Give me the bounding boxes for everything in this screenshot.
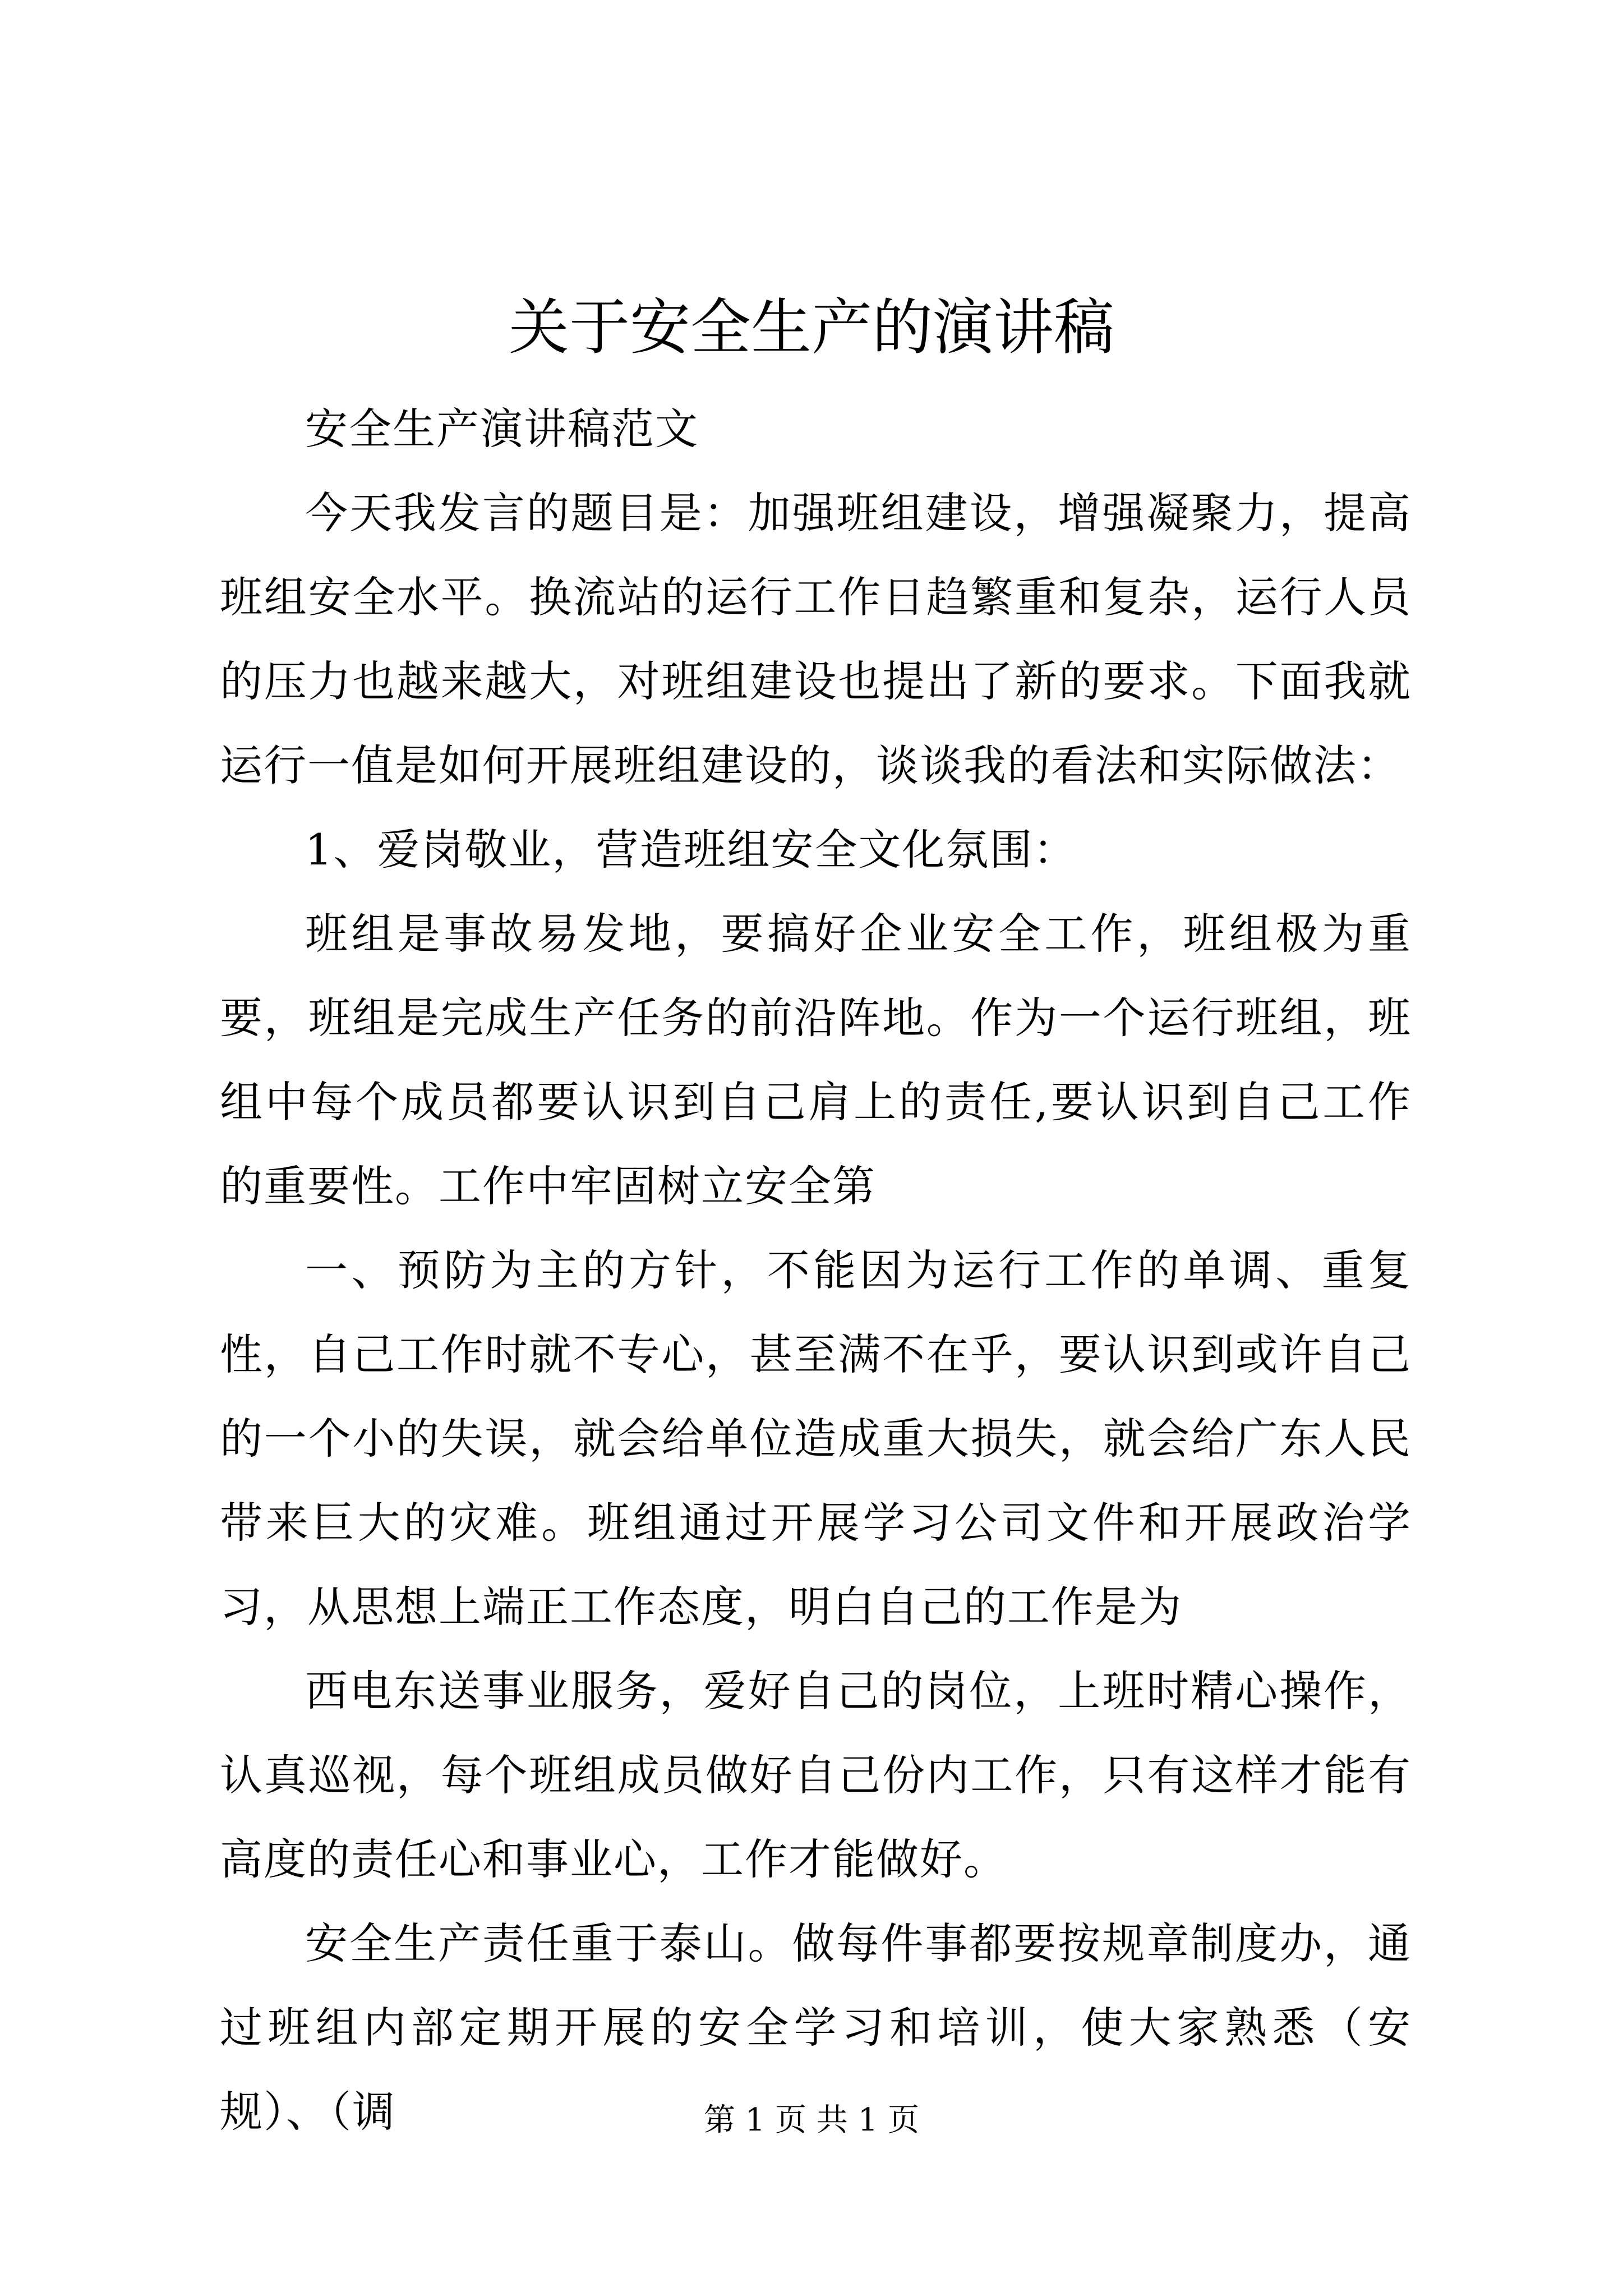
paragraph-section-heading: 1、爱岗敬业，营造班组安全文化氛围： <box>305 825 1077 875</box>
document-body <box>220 387 1412 2154</box>
paragraph-intro: 今天我发言的题目是：加强班组建设，增强凝聚力，提高班组安全水平。换流站的运行工作日趋繁重和复杂，运行人员的压力也越来越大，对班组建设也提出了新的要求。下面我就运行一值是如何开展班组建设的，谈谈我的看法和实际做法： <box>220 488 1412 790</box>
paragraph-prevention: 一、预防为主的方针，不能因为运行工作的单调、重复性，自己工作时就不专心，甚至满不在乎，要认识到或许自己的一个小的失误，就会给单位造成重大损失，就会给广东人民带来巨大的灾难。班组通过开展学习公司文件和开展政治学习，从思想上端正工作态度，明白自己的工作是为 <box>220 1245 1412 1632</box>
page-number-footer: 第 1 页 共 1 页 <box>703 2102 920 2138</box>
paragraph-service: 西电东送事业服务，爱好自己的岗位，上班时精心操作，认真巡视，每个班组成员做好自己份内工作，只有这样才能有高度的责任心和事业心，工作才能做好。 <box>220 1666 1412 1884</box>
document-title: 关于安全生产的演讲稿 <box>508 293 1114 363</box>
paragraph-team-importance: 班组是事故易发地，要搞好企业安全工作，班组极为重要，班组是完成生产任务的前沿阵地。作为一个运行班组，班组中每个成员都要认识到自己肩上的责任,要认识到自己工作的重要性。工作中牢固树立安全第 <box>220 909 1412 1211</box>
paragraph-subtitle: 安全生产演讲稿范文 <box>305 404 699 454</box>
paragraph-responsibility: 安全生产责任重于泰山。做每件事都要按规章制度办，通过班组内部定期开展的安全学习和培训，使大家熟悉（安规）、（调 <box>220 1918 1412 2137</box>
